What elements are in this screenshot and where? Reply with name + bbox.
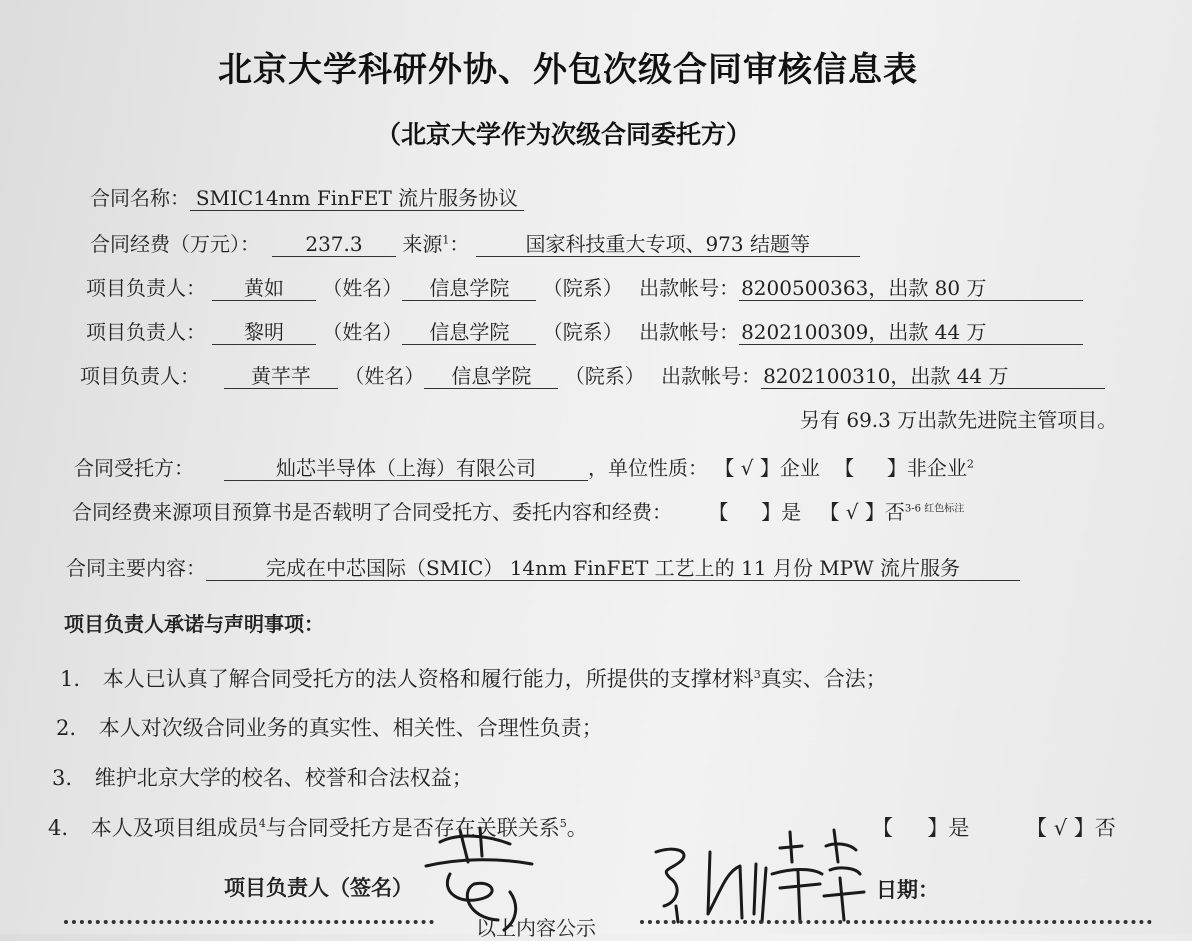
commitment-text: 本人对次级合同业务的真实性、相关性、合理性负责； — [98, 716, 603, 740]
leader-row — [80, 360, 1105, 389]
leader-dept: 信息学院 — [424, 364, 558, 389]
commitment-tail: 与合同受托方是否存在关联关系 — [265, 816, 560, 840]
leader-account: 8200500363，出款 80 万 — [739, 276, 1083, 301]
main-content-value: 完成在中芯国际（SMIC） 14nm FinFET 工艺上的 11 月份 MPW 流片服务 — [206, 556, 1020, 581]
commitment-item — [60, 663, 887, 693]
leader-dept: 信息学院 — [402, 276, 536, 301]
trustee-row — [74, 452, 974, 481]
contract-fee-value: 237.3 — [272, 232, 396, 257]
leader-account-label: 出款帐号： — [661, 364, 762, 388]
leader-label: 项目负责人： — [86, 320, 206, 344]
commitment-number: 2. — [56, 716, 77, 740]
non-enterprise-checkbox[interactable]: 【 】 — [834, 456, 907, 480]
page-subtitle: （北京大学作为次级合同委托方） — [376, 120, 752, 149]
leader-dept-suffix: （院系） — [542, 276, 623, 300]
commitment-end: 。 — [566, 816, 588, 840]
leader-name-suffix: （姓名） — [322, 320, 403, 344]
commitment-text: 本人及项目组成员 — [90, 816, 259, 840]
relation-yes-label: 是 — [948, 816, 970, 840]
budget-footnote: 3-6 红色标注 — [904, 503, 965, 515]
footer-divider-left — [64, 920, 434, 924]
commitment-text: 维护北京大学的校名、校誉和合法权益； — [94, 766, 473, 790]
budget-no-label: 否 — [884, 500, 905, 524]
commitment-footnote: 3 — [753, 668, 761, 681]
leader-label: 项目负责人： — [86, 276, 206, 300]
main-content-label: 合同主要内容： — [66, 556, 206, 580]
signature-label: 项目负责人（签名） — [224, 876, 413, 900]
leader-account-label: 出款帐号： — [639, 320, 740, 344]
non-enterprise-label: 非企业 — [906, 456, 967, 480]
budget-question-row — [72, 496, 964, 525]
relation-choice — [872, 812, 1116, 842]
leader-name-suffix: （姓名） — [322, 276, 403, 300]
date-label: 日期： — [876, 878, 939, 902]
budget-yes-checkbox[interactable]: 【 】 — [708, 500, 782, 524]
footer-public-notice: 以上内容公示 — [476, 916, 596, 940]
trustee-value: 灿芯半导体（上海）有限公司 — [224, 456, 588, 481]
source-footnote: 1 — [442, 233, 450, 247]
main-content-row — [66, 552, 1020, 581]
extra-funding-note: 另有 69.3 万出款先进院主管项目。 — [800, 408, 1118, 432]
commitment-tail: 真实、合法； — [760, 667, 887, 691]
contract-name-value: SMIC14nm FinFET 流片服务协议 — [190, 186, 524, 211]
commitment-item — [56, 712, 603, 742]
commitments-heading: 项目负责人承诺与声明事项： — [64, 612, 324, 636]
leader-row — [86, 316, 1083, 345]
commitment-number: 3. — [52, 766, 73, 790]
leader-account-label: 出款帐号： — [639, 276, 740, 300]
contract-name-label: 合同名称： — [90, 186, 190, 210]
leader-name: 黄芊芊 — [224, 364, 338, 389]
relation-no-label: 否 — [1094, 816, 1116, 840]
contract-name-row — [90, 182, 524, 211]
leader-dept: 信息学院 — [402, 320, 536, 345]
commitment-item — [52, 762, 473, 792]
budget-question-label: 合同经费来源项目预算书是否载明了合同受托方、委托内容和经费： — [72, 500, 672, 524]
leader-row — [86, 272, 1083, 301]
relation-no-checkbox[interactable]: 【 √ 】 — [1026, 816, 1095, 840]
commitment-footnote: 4 — [258, 817, 266, 830]
relation-yes-checkbox[interactable]: 【 】 — [872, 816, 949, 840]
leader-account: 8202100310，出款 44 万 — [761, 364, 1105, 389]
contract-fee-row — [90, 228, 860, 257]
unit-type-label: ，单位性质： — [588, 456, 708, 480]
contract-fee-label: 合同经费（万元）： — [90, 232, 260, 256]
leader-name: 黄如 — [212, 276, 316, 301]
leader-dept-suffix: （院系） — [564, 364, 645, 388]
enterprise-checkbox[interactable]: 【 √ 】 — [714, 456, 780, 480]
leader-dept-suffix: （院系） — [542, 320, 623, 344]
leader-account: 8202100309，出款 44 万 — [739, 320, 1083, 345]
source-colon: ： — [449, 232, 470, 256]
trustee-label: 合同受托方： — [74, 456, 194, 480]
commitment-number: 4. — [48, 816, 69, 840]
budget-no-checkbox[interactable]: 【 √ 】 — [819, 500, 885, 524]
source-label: 来源 — [402, 232, 443, 256]
source-value: 国家科技重大专项、973 结题等 — [476, 232, 860, 257]
budget-yes-label: 是 — [781, 500, 802, 524]
leader-label: 项目负责人： — [80, 364, 200, 388]
footer-divider-right — [640, 920, 1152, 924]
commitment-number: 1. — [60, 667, 81, 691]
page-title: 北京大学科研外协、外包次级合同审核信息表 — [218, 50, 918, 90]
leader-name: 黎明 — [212, 320, 316, 345]
enterprise-label: 企业 — [779, 456, 820, 480]
commitment-text: 本人已认真了解合同受托方的法人资格和履行能力，所提供的支撑材料 — [102, 667, 754, 691]
commitment-footnote-2: 5 — [559, 817, 567, 830]
leader-name-suffix: （姓名） — [344, 364, 425, 388]
trustee-footnote: 2 — [966, 457, 974, 471]
